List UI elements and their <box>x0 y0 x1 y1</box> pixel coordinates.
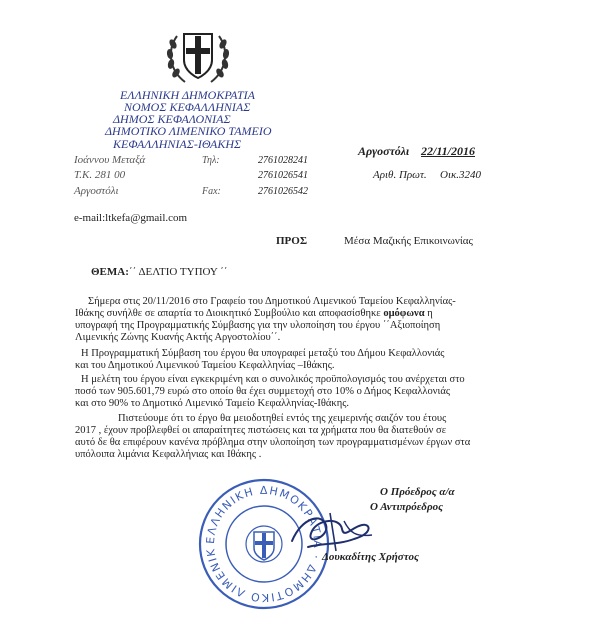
signature-title-2: Ο Αντιπρόεδρος <box>370 501 444 513</box>
protocol-value: Οικ.3240 <box>440 169 482 181</box>
para1-line2-tail: η <box>424 308 433 319</box>
para1-line2 <box>75 308 433 320</box>
document-date: 22/11/2016 <box>421 144 476 158</box>
para4-line4: υπόλοιπα λιμάνια Κεφαλλήνιας και Ιθάκης . <box>75 449 262 460</box>
subject-value: ΄΄ ΔΕΛΤΙΟ ΤΥΠΟΥ ΄΄ <box>129 266 228 278</box>
header-line-4: ΔΗΜΟΤΙΚΟ ΛΙΜΕΝΙΚΟ ΤΑΜΕΙΟ <box>105 124 272 138</box>
signature-title-1: Ο Πρόεδρος α/α <box>380 486 455 498</box>
para1-line4: Λιμενικής Ζώνης Κυανής Ακτής Αργοστολίου΄΄. <box>75 332 281 343</box>
recipient-label: ΠΡΟΣ <box>276 235 308 247</box>
header-line-5: ΚΕΦΑΛΛΗΝΙΑΣ-ΙΘΑΚΗΣ <box>113 137 242 151</box>
unanimous-word: ομόφωνα <box>383 308 425 319</box>
protocol-label: Αριθ. Πρωτ. <box>373 169 427 181</box>
contact-city: Αργοστόλι <box>74 185 119 197</box>
para1-line3: υπογραφή της Προγραμματικής Σύμβασης για την υλοποίηση του έργου ΄΄Αξιοποίηση <box>75 320 441 331</box>
contact-email: e-mail:ltkefa@gmail.com <box>74 212 188 224</box>
para4-line1: Πιστεύουμε ότι το έργο θα μειοδοτηθεί εντός της χειμερινής σαιζόν του έτους <box>118 413 447 424</box>
contact-address: Ιοάννου Μεταξά <box>74 154 146 166</box>
para2-line2: και του Δημοτικού Λιμενικού Ταμείου Κεφαλληνίας –Ιθάκης. <box>75 360 335 371</box>
stamp-ring-text: ΕΛΛΗΝΙΚΗ ΔΗΜΟΚΡΑΤΙΑ · ΔΗΜΟΤΙΚΟ ΛΙΜΕΝΙΚ <box>203 483 325 605</box>
subject-label: ΘΕΜΑ: <box>91 266 129 278</box>
header-line-3: ΔΗΜΟΣ ΚΕΦΑΛΟΝΙΑΣ <box>113 112 231 126</box>
fax-number: 2761026542 <box>258 186 308 197</box>
para4-line3: αυτό δε θα επιφέρουν κανένα πρόβλημα στην υλοποίηση των προγραμματισμένων έργων στα <box>75 437 471 448</box>
para2-line1: Η Προγραμματική Σύμβαση του έργου θα υπογραφεί μεταξύ του Δήμου Κεφαλλονιάς <box>81 348 445 359</box>
para3-line1: Η μελέτη του έργου είναι εγκεκριμένη και ο συνολικός προϋπολογισμός του ανέρχεται στο <box>81 374 465 385</box>
para1-line1: Σήμερα στις 20/11/2016 στο Γραφείο του Δημοτικού Λιμενικού Ταμείου Κεφαλληνίας- <box>88 296 456 307</box>
tel-number-1: 2761028241 <box>258 155 308 166</box>
header-line-2: ΝΟΜΟΣ ΚΕΦΑΛΛΗΝΙΑΣ <box>124 100 251 114</box>
recipient-value: Μέσα Μαζικής Επικοινωνίας <box>344 235 473 247</box>
para3-line2: ποσό των 905.601,79 ευρώ στο οποίο θα έχει συμμετοχή στο 10% ο Δήμος Κεφαλλονιάς <box>75 386 451 397</box>
para1-line2-text: Ιθάκης συνήλθε σε απαρτία το Διοικητικό Συμβούλιο και αποφασίσθηκε <box>75 308 384 319</box>
fax-label: Fax: <box>202 186 221 197</box>
tel-number-2: 2761026541 <box>258 170 308 181</box>
handwritten-signature <box>282 507 382 557</box>
para4-line2: 2017 , έχουν προβλεφθεί οι απαραίτητες πιστώσεις και τα χρήματα που θα διατεθούν σε <box>75 425 447 436</box>
contact-postal: Τ.Κ. 281 00 <box>74 169 126 181</box>
signatory-name: Δουκαδίτης Χρήστος <box>322 551 419 563</box>
para3-line3: και στο 90% το Δημοτικό Λιμενικό Ταμείο Κεφαλληνίας-Ιθάκης. <box>75 398 349 409</box>
header-line-1: ΕΛΛΗΝΙΚΗ ΔΗΜΟΚΡΑΤΙΑ <box>120 88 255 102</box>
tel-label: Τηλ: <box>202 155 220 166</box>
document-place: Αργοστόλι <box>358 144 410 158</box>
